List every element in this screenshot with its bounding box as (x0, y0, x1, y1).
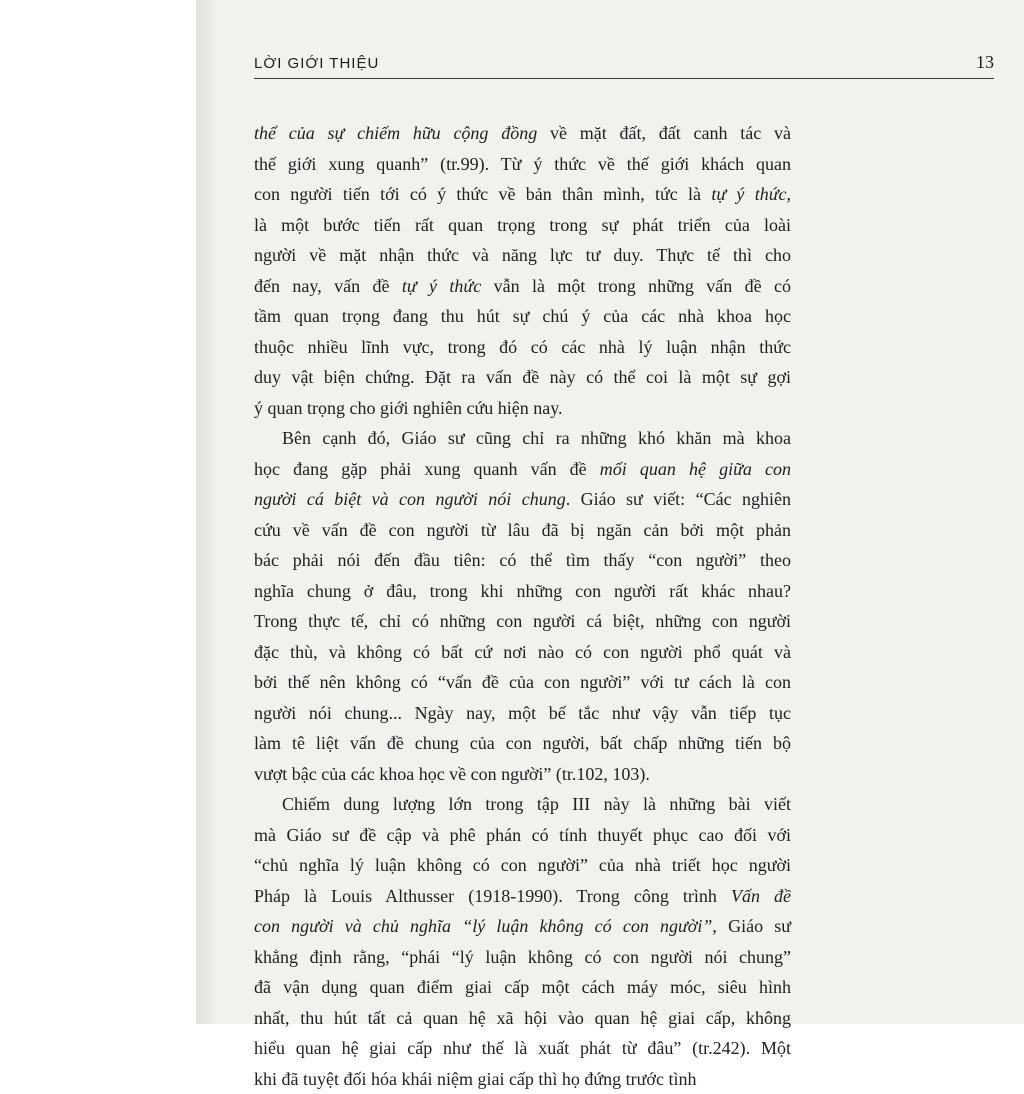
text-line (254, 850, 791, 881)
text-line (254, 667, 791, 698)
text-line (254, 423, 791, 454)
text-line (254, 942, 791, 973)
text-line (254, 789, 791, 820)
text-line (254, 118, 791, 149)
text-run: đến nay, vấn đề (254, 276, 402, 296)
italic-text: thể của sự chiếm hữu cộng đồng (254, 123, 537, 143)
italic-text: mối quan hệ giữa con (600, 459, 791, 479)
text-run: về mặt đất, đất canh tác và (537, 123, 791, 143)
text-run: thuộc nhiều lĩnh vực, trong đó có các nhà lý luận nhận thức (254, 337, 791, 357)
text-run: vượt bậc của các khoa học về con người” (tr.102, 103). (254, 764, 650, 784)
text-run: hiểu quan hệ giai cấp như thế là xuất phát từ đâu” (tr.242). Một (254, 1038, 791, 1058)
text-run: khẳng định rằng, “phái “lý luận không có con người nói chung” (254, 947, 791, 967)
text-line (254, 728, 791, 759)
text-line (254, 1064, 791, 1094)
text-run: , Giáo sư (712, 916, 791, 936)
text-line (254, 149, 791, 180)
italic-text: người cá biệt và con người nói chung (254, 489, 566, 509)
text-run: duy vật biện chứng. Đặt ra vấn đề này có thể coi là một sự gợi (254, 367, 791, 387)
text-line (254, 515, 791, 546)
text-line (254, 454, 791, 485)
text-line (254, 210, 791, 241)
text-line (254, 1033, 791, 1064)
text-run: cứu về vấn đề con người từ lâu đã bị ngăn cản bởi một phản (254, 520, 791, 540)
text-run: Bên cạnh đó, Giáo sư cũng chỉ ra những khó khăn mà khoa (282, 428, 791, 448)
text-line (254, 484, 791, 515)
italic-text: Vấn đề (731, 886, 791, 906)
text-run: người nói chung... Ngày nay, một bế tắc như vậy vẫn tiếp tục (254, 703, 791, 723)
italic-text: tự ý thức (711, 184, 786, 204)
text-run: người về mặt nhận thức và năng lực tư duy. Thực tế thì cho (254, 245, 791, 265)
text-line (254, 545, 791, 576)
text-run: nhất, thu hút tất cả quan hệ xã hội vào quan hệ giai cấp, không (254, 1008, 791, 1028)
text-run: thế giới xung quanh” (tr.99). Từ ý thức về thế giới khách quan (254, 154, 791, 174)
text-line (254, 362, 791, 393)
text-line (254, 881, 791, 912)
book-page (196, 0, 1024, 1024)
text-run: làm tê liệt vấn đề chung của con người, bất chấp những tiến bộ (254, 733, 791, 753)
text-line (254, 759, 791, 790)
text-line (254, 576, 791, 607)
text-line (254, 911, 791, 942)
page-gutter-shadow (196, 0, 218, 1024)
italic-text: con người và chủ nghĩa “lý luận không có con người” (254, 916, 712, 936)
text-run: đã vận dụng quan điểm giai cấp một cách máy móc, siêu hình (254, 977, 791, 997)
body-text (254, 118, 791, 1094)
text-run: vẫn là một trong những vấn đề có (481, 276, 791, 296)
text-run: Chiếm dung lượng lớn trong tập III này là những bài viết (282, 794, 791, 814)
text-line (254, 698, 791, 729)
header-rule (254, 78, 994, 79)
text-run: “chủ nghĩa lý luận không có con người” của nhà triết học người (254, 855, 791, 875)
text-run: mà Giáo sư đề cập và phê phán có tính thuyết phục cao đối với (254, 825, 791, 845)
text-line (254, 393, 791, 424)
text-line (254, 332, 791, 363)
text-line (254, 637, 791, 668)
text-run: là một bước tiến rất quan trọng trong sự phát triển của loài (254, 215, 791, 235)
italic-text: tự ý thức (402, 276, 481, 296)
text-line (254, 240, 791, 271)
text-run: tầm quan trọng đang thu hút sự chú ý của các nhà khoa học (254, 306, 791, 326)
text-run: Pháp là Louis Althusser (1918-1990). Trong công trình (254, 886, 731, 906)
text-run: bác phải nói đến đầu tiên: có thể tìm thấy “con người” theo (254, 550, 791, 570)
text-run: bởi thế nên không có “vấn đề của con người” với tư cách là con (254, 672, 791, 692)
text-run: Trong thực tế, chỉ có những con người cá biệt, những con người (254, 611, 791, 631)
text-run: nghĩa chung ở đâu, trong khi những con người rất khác nhau? (254, 581, 791, 601)
text-line (254, 1003, 791, 1034)
text-run: con người tiến tới có ý thức về bản thân mình, tức là (254, 184, 711, 204)
text-line (254, 179, 791, 210)
text-run: ý quan trọng cho giới nghiên cứu hiện nay. (254, 398, 563, 418)
text-line (254, 972, 791, 1003)
page-number: 13 (976, 52, 994, 73)
text-line (254, 606, 791, 637)
text-line (254, 271, 791, 302)
running-title: LỜI GIỚI THIỆU (254, 55, 379, 72)
page-header (254, 52, 994, 76)
text-run: khi đã tuyệt đối hóa khái niệm giai cấp thì họ đứng trước tình (254, 1069, 696, 1089)
text-run: đặc thù, và không có bất cứ nơi nào có con người phổ quát và (254, 642, 791, 662)
text-run: học đang gặp phải xung quanh vấn đề (254, 459, 600, 479)
text-run: . Giáo sư viết: “Các nghiên (566, 489, 791, 509)
text-line (254, 301, 791, 332)
text-line (254, 820, 791, 851)
text-run: , (787, 184, 792, 204)
